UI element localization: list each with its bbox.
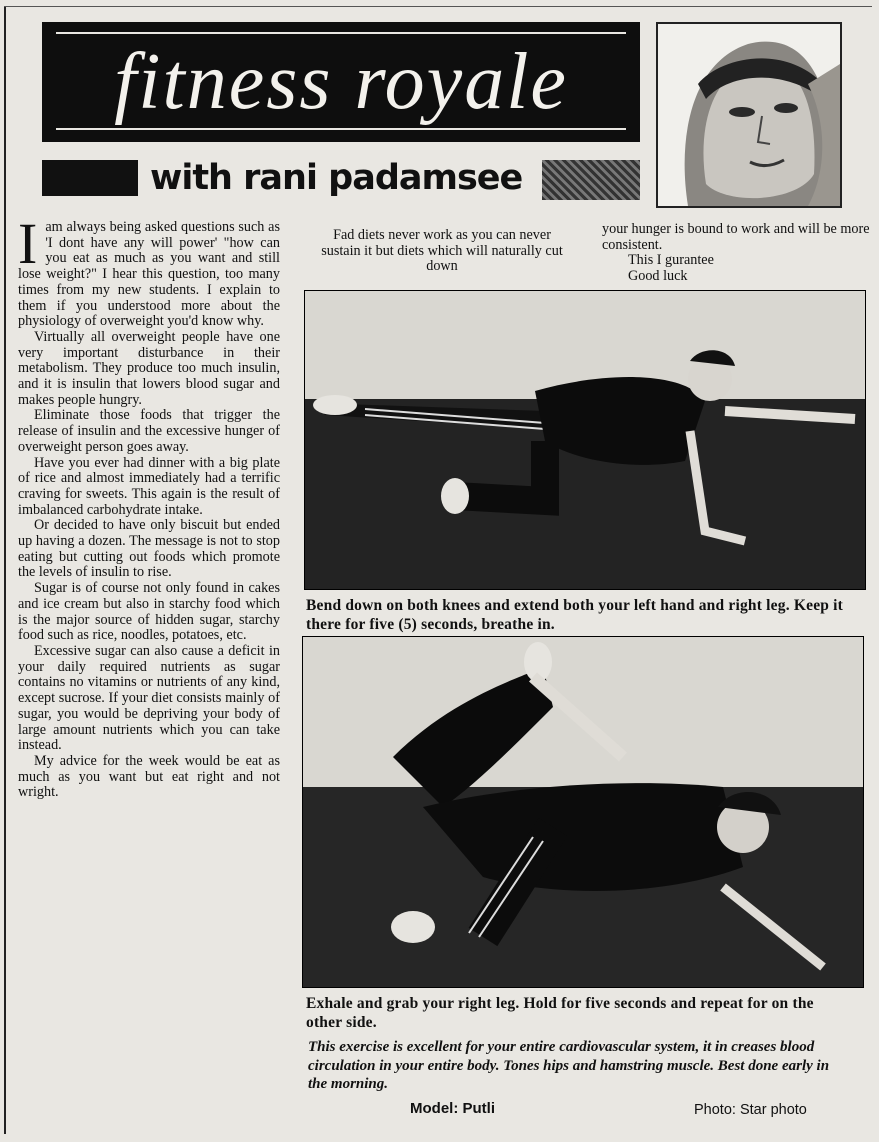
paragraph-text: am always being asked questions such as 'I dont have any will power' "how can you eat as much as you want and still lose weight?" I hear this question, too many times from my new students. I explain to them if you understood more about the physiology of overweight you'd know why. (18, 219, 280, 330)
article-column-1 (18, 211, 280, 801)
column-title: fitness royale (114, 37, 568, 126)
article-paragraph: Virtually all overweight people have one very important disturbance in their metabolism. They produce too much insulin, and it is insulin that lowers blood sugar and makes people hungry. (18, 328, 280, 408)
article-paragraph: Or decided to have only biscuit but ended up having a dozen. The message is not to stop eating but cutting out foods which promote the levels of insulin to rise. (18, 517, 280, 581)
article-paragraph: Excessive sugar can also cause a deficit in your daily required nutrients as sugar contains no vitamins or nutrients of any kind, except sucrose. If your diet consists mainly of sugar, you would be depriving your body of large amount nutrients which you can take instead. (18, 642, 280, 754)
photo1-illustration (305, 291, 865, 589)
dropcap: I (18, 211, 38, 276)
byline-bar-right (542, 160, 640, 200)
title-banner (42, 22, 640, 142)
photo1-caption: Bend down on both knees and extend both your left hand and right leg. Keep it there for five (5) seconds, breathe in. (306, 597, 844, 633)
article-paragraph: My advice for the week would be eat as much as you want but eat right and not wright. (18, 752, 280, 801)
author-portrait (656, 22, 842, 208)
page-border (4, 6, 6, 1134)
model-credit: Model: Putli (410, 1100, 495, 1117)
article-column-2: Fad diets never work as you can never sustain it but diets which will naturally cut down (321, 227, 563, 275)
article-paragraph (18, 211, 280, 330)
photo-credit: Photo: Star photo (694, 1102, 807, 1118)
photo2-caption: Exhale and grab your right leg. Hold for five seconds and repeat for on the other side. (306, 995, 814, 1031)
column3-line: Good luck (628, 268, 688, 285)
page-border-top (4, 6, 872, 7)
byline-bar-left (42, 160, 138, 196)
byline: with rani padamsee (150, 158, 523, 198)
article-paragraph: Eliminate those foods that trigger the release of insulin and the excessive hunger of overweight person goes away. (18, 407, 280, 455)
column3-line: This I gurantee (628, 252, 714, 269)
photo2-illustration (303, 637, 863, 987)
article-paragraph: Sugar is of course not only found in cakes and ice cream but also in starchy food which is the major source of hidden sugar, starchy food such as rice, noodles, potatoes, etc. (18, 580, 280, 644)
column3-line: your hunger is bound to work and will be more consistent. (602, 221, 870, 253)
article-paragraph: Have you ever had dinner with a big plate of rice and almost immediately had a terrific craving for sweets. This again is the result of imbalanced carbohydrate intake. (18, 454, 280, 518)
portrait-illustration (658, 24, 840, 206)
exercise-photo-2 (302, 636, 864, 988)
exercise-photo-1 (304, 290, 866, 590)
exercise-note: This exercise is excellent for your entire cardiovascular system, it in creases blood circulation in your entire body. Tones hips and hamstring muscle. Best done early in the morning. (308, 1039, 830, 1092)
article-column-3 (602, 222, 870, 285)
